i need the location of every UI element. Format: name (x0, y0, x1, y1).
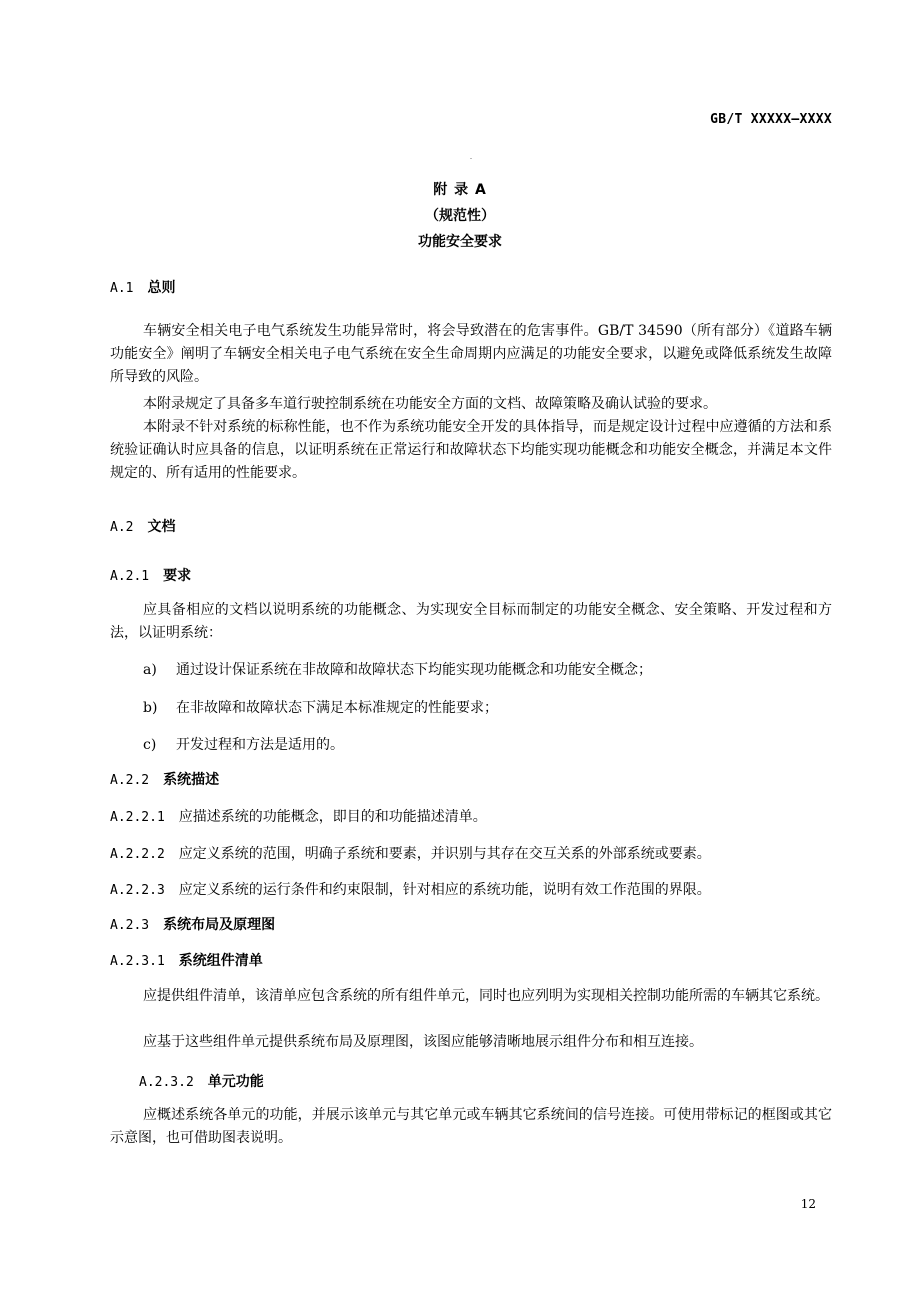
paragraph-a1-2: 本附录规定了具备多车道行驶控制系统在功能安全方面的文档、故障策略及确认试验的要求。 (143, 396, 717, 412)
list-text: 通过设计保证系统在非故障和故障状态下均能实现功能概念和功能安全概念； (176, 662, 652, 678)
paragraph-a1-1: 车辆安全相关电子电气系统发生功能异常时，将会导致潜在的危害事件。GB/T 34590（所有部分）《道路车辆 功能安全》阐明了车辆安全相关电子电气系统在安全生命周期内应满足的功能安全要求，以避免或降低系统发生故障所导致的风险。 (110, 323, 832, 385)
clause-a223 (110, 879, 711, 899)
clause-a221 (110, 806, 487, 826)
paragraph-a231-1: 应提供组件清单，该清单应包含系统的所有组件单元，同时也应列明为实现相关控制功能所需的车辆其它系统。 (143, 988, 829, 1004)
section-a23-heading (110, 914, 275, 934)
standard-code-header: GB/T XXXXX—XXXX (710, 112, 832, 127)
section-number: A.2.2 (110, 773, 150, 788)
clause-number: A.2.2.3 (110, 883, 165, 898)
section-title: 要求 (163, 568, 192, 584)
list-item (143, 734, 344, 754)
section-a232-heading (139, 1071, 264, 1091)
section-number: A.2.1 (110, 569, 150, 584)
list-marker: c) (143, 737, 157, 753)
section-number: A.2 (110, 520, 134, 535)
clause-a222 (110, 843, 711, 863)
section-title: 文档 (147, 519, 176, 535)
section-number: A.2.3.2 (139, 1075, 194, 1090)
clause-text: 应描述系统的功能概念，即目的和功能描述清单。 (178, 809, 487, 825)
list-item (143, 697, 498, 717)
list-text: 在非故障和故障状态下满足本标准规定的性能要求； (176, 700, 498, 716)
appendix-title: 功能安全要求 (418, 234, 502, 250)
section-title: 系统布局及原理图 (163, 917, 276, 933)
clause-number: A.2.2.1 (110, 810, 165, 825)
section-number: A.2.3.1 (110, 954, 165, 969)
section-a2-heading (110, 516, 175, 536)
section-a231-heading (110, 950, 263, 970)
section-title: 系统描述 (163, 772, 220, 788)
list-marker: b) (143, 700, 158, 716)
section-number: A.1 (110, 281, 134, 296)
list-item (143, 659, 652, 679)
list-marker: a) (143, 662, 157, 678)
paragraph-a231-2: 应基于这些组件单元提供系统布局及原理图，该图应能够清晰地展示组件分布和相互连接。 (143, 1034, 703, 1050)
clause-text: 应定义系统的运行条件和约束限制，针对相应的系统功能，说明有效工作范围的界限。 (178, 882, 711, 898)
paragraph-a1-3: 本附录不针对系统的标称性能，也不作为系统功能安全开发的具体指导，而是规定设计过程中应遵循的方法和系统验证确认时应具备的信息，以证明系统在正常运行和故障状态下均能实现功能概念和功能安全概念，并满足本文件规定的、所有适用的性能要求。 (110, 419, 832, 481)
section-a21-heading (110, 565, 191, 585)
clause-number: A.2.2.2 (110, 847, 165, 862)
page-number: 12 (800, 1197, 816, 1211)
decorative-dot (470, 158, 472, 159)
section-title: 单元功能 (207, 1074, 264, 1090)
section-a22-heading (110, 769, 219, 789)
section-title: 系统组件清单 (178, 953, 263, 969)
appendix-label: 附 录 A (433, 182, 487, 198)
section-a1-heading (110, 277, 175, 297)
appendix-type: （规范性） (425, 208, 495, 224)
clause-text: 应定义系统的范围，明确子系统和要素，并识别与其存在交互关系的外部系统或要素。 (178, 846, 711, 862)
paragraph-a232: 应概述系统各单元的功能，并展示该单元与其它单元或车辆其它系统间的信号连接。可使用带标记的框图或其它示意图，也可借助图表说明。 (110, 1107, 832, 1146)
section-title: 总则 (147, 280, 176, 296)
section-number: A.2.3 (110, 918, 150, 933)
paragraph-a21: 应具备相应的文档以说明系统的功能概念、为实现安全目标而制定的功能安全概念、安全策略、开发过程和方法，以证明系统： (110, 602, 832, 641)
list-text: 开发过程和方法是适用的。 (176, 737, 344, 753)
